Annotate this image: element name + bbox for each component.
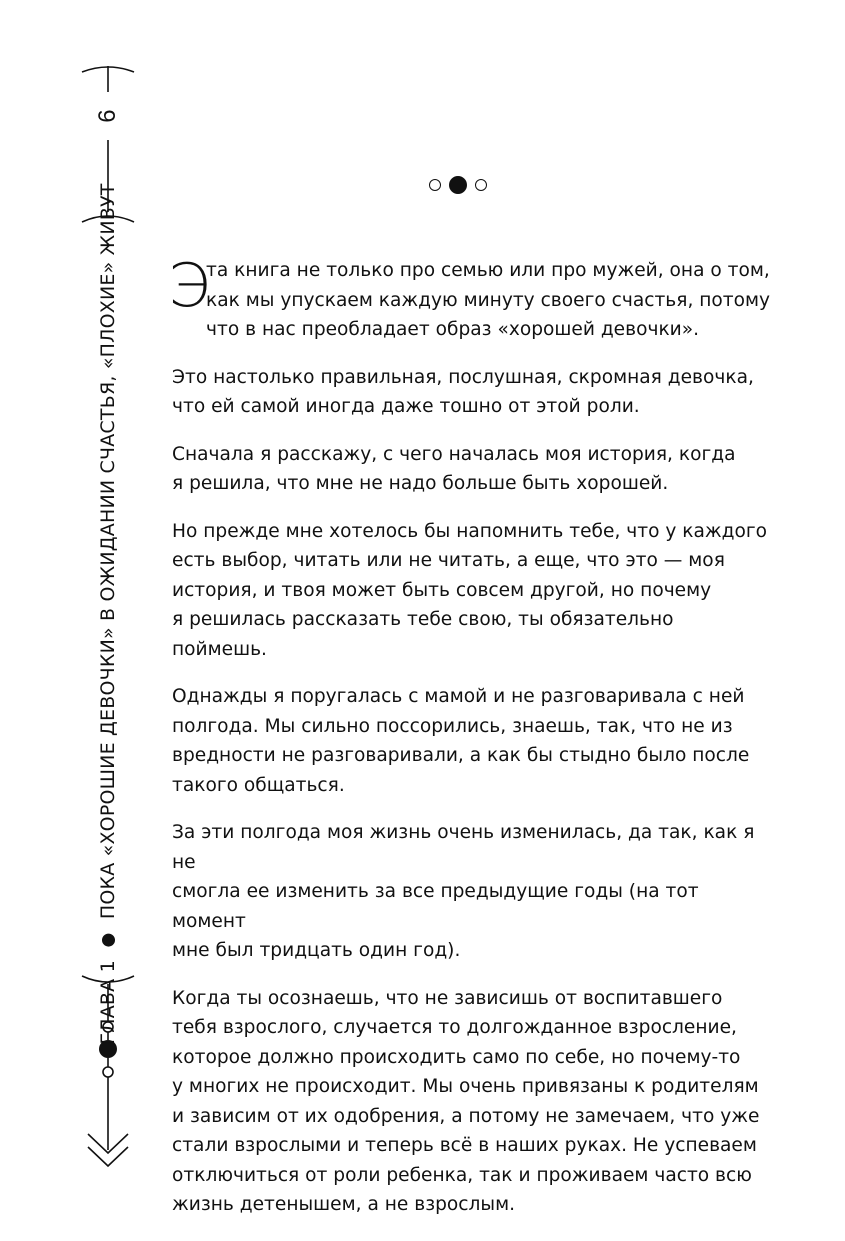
small-circle-icon [429,179,441,191]
paragraph: Однажды я поругалась с мамой и не разговаривала с ней полгода. Мы сильно поссорились, знаешь, так, что не из вредности не разговаривали, а как бы стыдно было после такого общаться. [172,686,750,796]
paragraph: За эти полгода моя жизнь очень изменилась, да так, как я не смогла ее изменить за все предыдущие годы (на тот момент мне был тридцать один год). [172,822,755,961]
paragraph: Сначала я расскажу, с чего началась моя история, когда я решила, что мне не надо больше быть хорошей. [172,443,736,494]
filled-circle-icon [449,176,467,194]
book-title: ПОКА «ХОРОШИЕ ДЕВОЧКИ» В ОЖИДАНИИ СЧАСТЬЯ, «ПЛОХИЕ» ЖИВУТ [97,183,119,920]
drop-cap: Э [168,251,210,321]
paragraph: Это настолько правильная, послушная, скромная девочка, что ей самой иногда даже тошно от этой роли. [172,366,754,417]
section-ornament [0,170,845,200]
paragraph-text: та книга не только про семью или про мужей, она о том, как мы упускаем каждую минуту своего счастья, потому что в нас преобладает образ «хорошей девочки». [206,260,771,340]
body-text [168,251,772,1238]
paragraph [168,251,772,345]
small-circle-icon [475,179,487,191]
chapter-running-head [97,183,119,1044]
paragraph: Когда ты осознаешь, что не зависишь от воспитавшего тебя взрослого, случается то долгожданное взросление, которое должно происходить само по себе, но почему-то у многих не происходит. Мы очень привязаны к родителям и зависим от их одобрения, а потому не замечаем, что уже стали взрослыми и теперь всё в наших руках. Не успеваем отключиться от роли ребенка, так и проживаем часто всю жизнь детенышем, а не взрослым. [172,987,760,1215]
page-number: 6 [94,109,121,123]
paragraph: Но прежде мне хотелось бы напомнить тебе, что у каждого есть выбор, читать или не читать, а еще, что это — моя история, и твоя может быть совсем другой, но почему я решилась рассказать тебе свою, ты обязательно поймешь. [172,520,768,660]
chapter-label: ГЛАВА 1 [97,960,119,1045]
small-circle-icon [103,1067,113,1077]
separator-dot-icon [102,933,115,946]
